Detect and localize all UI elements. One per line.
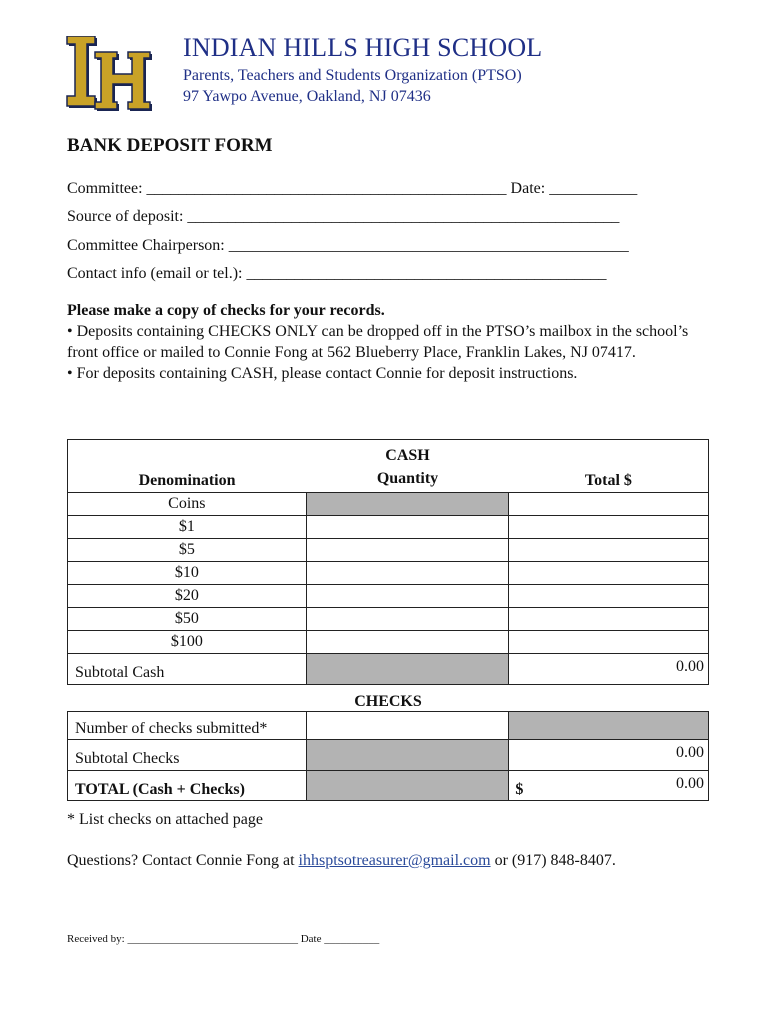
total-cell[interactable]: [509, 516, 709, 539]
subtotal-checks-label: Subtotal Checks: [68, 740, 307, 771]
total-quantity-disabled: [306, 771, 509, 801]
num-checks-row: [68, 712, 709, 740]
checks-header-row: [68, 685, 709, 712]
total-cell[interactable]: [509, 631, 709, 654]
total-cell[interactable]: [509, 608, 709, 631]
num-checks-total-disabled: [509, 712, 709, 740]
total-cell[interactable]: [509, 585, 709, 608]
questions-line: [67, 852, 616, 870]
denomination-cell: $100: [68, 631, 307, 654]
denomination-cell: Coins: [68, 493, 307, 516]
deposit-table: [67, 439, 709, 801]
committee-field[interactable]: Committee: _____________________________________________ Date: ___________: [67, 180, 638, 197]
denomination-cell: $20: [68, 585, 307, 608]
table-header-row: [68, 440, 709, 493]
table-row: [68, 631, 709, 654]
quantity-cell[interactable]: [306, 631, 509, 654]
subtotal-cash-label: Subtotal Cash: [68, 654, 307, 685]
questions-suffix: or (917) 848-8407.: [490, 852, 616, 869]
subtotal-checks-value: 0.00: [509, 740, 709, 771]
source-field[interactable]: Source of deposit: ______________________________________________________: [67, 208, 620, 225]
total-value-cell: [509, 771, 709, 801]
questions-prefix: Questions? Contact Connie Fong at: [67, 852, 299, 869]
cash-header: CASH: [385, 447, 430, 464]
total-value: 0.00: [676, 775, 704, 792]
subtotal-cash-quantity-disabled: [306, 654, 509, 685]
table-row: [68, 562, 709, 585]
ih-logo: [66, 36, 154, 112]
table-row: [68, 608, 709, 631]
total-cell[interactable]: [509, 562, 709, 585]
contact-field[interactable]: Contact info (email or tel.): _____________________________________________: [67, 265, 607, 282]
subtotal-checks-quantity-disabled: [306, 740, 509, 771]
subtotal-cash-value: 0.00: [509, 654, 709, 685]
num-checks-label: Number of checks submitted*: [68, 712, 307, 740]
checks-header: CHECKS: [354, 693, 422, 710]
footnote: * List checks on attached page: [67, 811, 263, 828]
subtotal-checks-row: [68, 740, 709, 771]
total-cell[interactable]: [509, 493, 709, 516]
quantity-cell[interactable]: [306, 562, 509, 585]
table-row: [68, 493, 709, 516]
num-checks-input[interactable]: [306, 712, 509, 740]
instructions-checks: • Deposits containing CHECKS ONLY can be dropped off in the PTSO’s mailbox in the school’s front office or mailed to Connie Fong at 562 Blueberry Place, Franklin Lakes, NJ 07417.: [67, 323, 689, 361]
quantity-cell[interactable]: [306, 585, 509, 608]
denomination-cell: $5: [68, 539, 307, 562]
quantity-header: Quantity: [376, 470, 439, 487]
denomination-header: Denomination: [68, 440, 307, 493]
instructions: [67, 300, 707, 384]
quantity-cell[interactable]: [306, 608, 509, 631]
table-row: [68, 539, 709, 562]
quantity-cell-disabled: [306, 493, 509, 516]
total-label: TOTAL (Cash + Checks): [68, 771, 307, 801]
denomination-cell: $10: [68, 562, 307, 585]
chairperson-field[interactable]: Committee Chairperson: __________________________________________________: [67, 237, 629, 254]
total-row: [68, 771, 709, 801]
org-line: Parents, Teachers and Students Organization (PTSO): [183, 67, 522, 84]
subtotal-cash-row: [68, 654, 709, 685]
logo-letter-i: [67, 36, 97, 108]
instructions-heading: Please make a copy of checks for your records.: [67, 302, 385, 319]
denomination-cell: $1: [68, 516, 307, 539]
logo-letter-h: [95, 52, 152, 111]
total-cell[interactable]: [509, 539, 709, 562]
quantity-cell[interactable]: [306, 539, 509, 562]
instructions-cash: • For deposits containing CASH, please contact Connie for deposit instructions.: [67, 365, 578, 382]
total-header: Total $: [509, 440, 709, 493]
form-title: BANK DEPOSIT FORM: [67, 135, 273, 156]
total-currency: $: [515, 781, 524, 798]
received-by-line[interactable]: Received by: _______________________________ Date __________: [67, 933, 380, 945]
table-row: [68, 585, 709, 608]
school-name: INDIAN HILLS HIGH SCHOOL: [183, 33, 543, 62]
treasurer-email-link[interactable]: ihhsptsotreasurer@gmail.com: [298, 852, 491, 869]
address-line: 97 Yawpo Avenue, Oakland, NJ 07436: [183, 88, 431, 105]
quantity-cell[interactable]: [306, 516, 509, 539]
cash-quantity-header: [306, 440, 509, 493]
table-row: [68, 516, 709, 539]
denomination-cell: $50: [68, 608, 307, 631]
